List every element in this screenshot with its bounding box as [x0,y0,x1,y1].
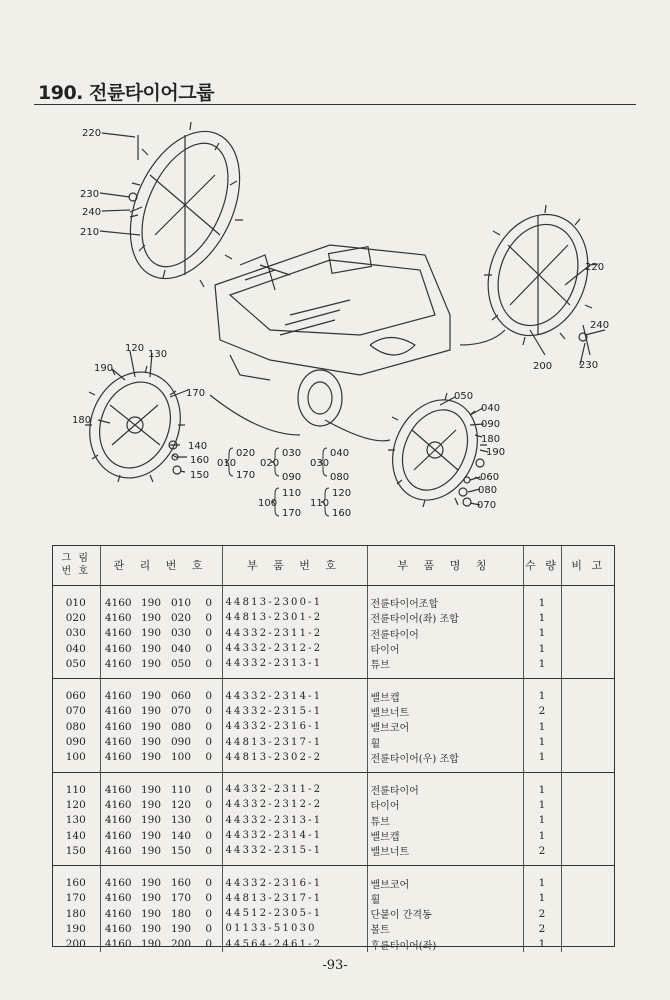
cell-remarks [561,843,615,866]
table-row [52,704,615,719]
cell-mgmt-3: 150 [166,843,196,866]
cell-qty: 2 [523,843,561,866]
table-row [52,656,615,679]
cell-ref-no: 140 [52,828,100,843]
svg-text:020: 020 [236,448,256,459]
callout-label: 040 [481,403,501,414]
cell-part-name: 전륜타이어 [367,626,523,641]
cell-ref-no: 170 [52,891,100,906]
cell-mgmt-1: 4160 [100,843,136,866]
cell-mgmt-4: 0 [196,610,222,625]
cell-mgmt-2: 190 [136,843,166,866]
cell-mgmt-3: 050 [166,656,196,679]
cell-mgmt-3: 130 [170,814,192,827]
header-ref-no: 그 림 번 호 [52,545,100,586]
cell-qty: 2 [523,906,561,921]
bracket-010 [217,448,255,481]
callout-label: 230 [579,360,599,371]
cell-mgmt-4: 0 [196,843,222,866]
cell-part-no: 44332-2315-1 [222,843,367,866]
cell-qty: 1 [523,813,561,828]
cell-ref-no: 110 [52,772,100,797]
table-row [52,797,615,812]
cell-qty: 2 [523,921,561,936]
callout-label: 150 [190,470,210,481]
cell-ref-no: 190 [52,921,100,936]
cell-mgmt-2: 190 [136,656,166,679]
cell-mgmt-2: 190 [140,922,162,935]
cage-wheel-upper-left [109,115,262,296]
cell-ref-no: 130 [52,813,100,828]
cell-mgmt-2: 190 [140,627,162,640]
svg-text:010: 010 [217,458,237,469]
cell-part-no: 44332-2314-1 [222,828,367,843]
svg-text:110: 110 [310,498,330,509]
cell-part-no: 44813-2317-1 [222,891,367,906]
cell-mgmt-4: 0 [196,719,222,734]
cell-mgmt-3: 040 [170,642,192,655]
cell-ref-no: 150 [52,843,100,866]
cell-mgmt-4: 0 [196,734,222,749]
header-qty: 수 량 [523,545,561,586]
cell-mgmt-3: 070 [170,705,192,718]
cell-ref-no: 040 [52,641,100,656]
cell-remarks [561,586,615,611]
cell-part-no: 44332-2312-2 [222,797,367,812]
cell-part-no: 44332-2312-2 [222,641,367,656]
cell-mgmt-3: 030 [170,627,192,640]
cell-mgmt-4: 0 [196,750,222,773]
tractor-body [215,245,450,380]
callout-label: 120 [125,343,145,354]
cell-qty: 1 [523,610,561,625]
cell-part-name: 휠 [367,734,523,749]
svg-text:120: 120 [332,488,352,499]
cell-ref-no: 200 [52,937,100,952]
cell-remarks [561,656,615,679]
cell-mgmt-4: 0 [196,586,222,611]
callout-label: 200 [533,361,553,372]
callout-label: 190 [486,447,506,458]
cell-mgmt-4: 0 [196,772,222,797]
cell-mgmt-2: 190 [140,720,162,733]
svg-text:020: 020 [260,458,280,469]
cell-mgmt-1: 4160 [104,892,132,905]
cell-ref-no: 060 [52,679,100,704]
cell-mgmt-2: 190 [140,938,162,951]
cell-remarks [561,679,615,704]
cell-mgmt-4: 0 [196,813,222,828]
table-header-row [52,545,615,586]
cell-part-no: 44332-2316-1 [222,866,367,891]
cell-part-no: 44332-2311-2 [222,626,367,641]
cell-ref-no: 050 [52,656,100,679]
table-row [52,641,615,656]
cell-mgmt-4: 0 [196,891,222,906]
header-part-name: 부 품 명 칭 [367,545,523,586]
cell-qty: 1 [523,719,561,734]
callout-label: 240 [590,320,610,331]
cell-mgmt-4: 0 [196,921,222,936]
table-row [52,843,615,866]
cell-part-name: 전륜타이어(우) 조합 [367,750,523,773]
cell-ref-no: 010 [52,586,100,611]
cell-qty: 1 [523,828,561,843]
exploded-parts-diagram [30,115,640,535]
cell-ref-no: 160 [52,866,100,891]
cell-mgmt-3: 020 [170,611,192,624]
callout-label: 230 [80,189,100,200]
front-wheel-small [298,370,342,426]
cell-mgmt-2: 190 [140,798,162,811]
cell-mgmt-3: 080 [170,720,192,733]
cage-wheel-upper-right [472,200,605,349]
cell-remarks [561,866,615,891]
cell-part-no: 44564-2461-2 [222,937,367,952]
table-row [52,891,615,906]
callout-label: 070 [477,500,497,511]
cell-mgmt-1: 4160 [104,611,132,624]
cell-qty: 1 [523,586,561,611]
cell-mgmt-3: 170 [170,892,192,905]
table-row [52,866,615,891]
table-row [52,586,615,611]
cell-ref-no: 100 [52,750,100,773]
bracket-020 [260,448,301,483]
cell-part-no: 44332-2311-2 [222,772,367,797]
cell-mgmt-2: 190 [140,611,162,624]
cell-mgmt-3: 120 [170,798,192,811]
cell-remarks [561,734,615,749]
cell-part-no: 44813-2317-1 [222,734,367,749]
cell-mgmt-1: 4160 [104,627,132,640]
cell-part-name: 전륜타이어조합 [367,586,523,611]
cell-qty: 1 [523,679,561,704]
cell-qty: 1 [523,750,561,773]
page-number: -93- [322,958,348,973]
callout-label: 210 [80,227,100,238]
cell-part-no: 44332-2315-1 [222,704,367,719]
cell-part-name: 튜브 [367,656,523,679]
cell-qty: 1 [523,772,561,797]
bracket-110 [310,488,351,519]
svg-text:030: 030 [282,448,302,459]
table-row [52,828,615,843]
cell-ref-no: 070 [52,704,100,719]
callout-label: 160 [190,455,210,466]
cell-part-name: 밸브너트 [367,843,523,866]
cell-remarks [561,797,615,812]
cell-part-no: 44512-2305-1 [222,906,367,921]
cell-ref-no: 090 [52,734,100,749]
callout-label: 190 [94,363,114,374]
svg-text:170: 170 [282,508,302,519]
callout-label: 240 [82,207,102,218]
table-row [52,937,615,952]
cell-mgmt-4: 0 [196,937,222,952]
table-row [52,813,615,828]
svg-text:110: 110 [282,488,302,499]
cell-remarks [561,772,615,797]
callout-label: 180 [72,415,92,426]
parts-table [52,545,615,952]
callout-label: 140 [188,441,208,452]
cell-remarks [561,750,615,773]
cell-qty: 1 [523,866,561,891]
cell-part-name: 타이어 [367,797,523,812]
cell-part-no: 44332-2316-1 [222,719,367,734]
assembly-brackets [217,448,351,519]
cell-part-no: 44813-2302-2 [222,750,367,773]
bracket-030 [310,448,349,483]
cell-mgmt-2: 190 [140,783,162,796]
cell-qty: 1 [523,734,561,749]
cell-part-name: 밸브캡 [367,828,523,843]
cell-mgmt-4: 0 [196,866,222,891]
cell-qty: 1 [523,626,561,641]
cell-mgmt-3: 090 [170,736,192,749]
cell-remarks [561,610,615,625]
cell-mgmt-4: 0 [196,626,222,641]
table-row [52,679,615,704]
header-part-no: 부 품 번 호 [222,545,367,586]
cell-part-name: 후륜타이어(좌) [367,937,523,952]
cell-mgmt-3: 110 [170,783,192,796]
callout-label: 050 [454,391,474,402]
cell-ref-no: 180 [52,906,100,921]
callout-label: 170 [186,388,206,399]
cell-mgmt-1: 4160 [104,736,132,749]
bracket-100 [258,488,301,519]
cell-mgmt-4: 0 [196,641,222,656]
cell-mgmt-1: 4160 [104,938,132,951]
cell-remarks [561,921,615,936]
cell-ref-no: 120 [52,797,100,812]
cell-mgmt-2: 190 [140,814,162,827]
cell-remarks [561,891,615,906]
cell-remarks [561,719,615,734]
svg-text:090: 090 [282,472,302,483]
cell-part-name: 전륜타이어 [367,772,523,797]
cell-part-name: 밸브코어 [367,866,523,891]
cell-mgmt-3: 190 [170,922,192,935]
svg-text:160: 160 [332,508,352,519]
cell-mgmt-2: 190 [140,705,162,718]
cell-mgmt-2: 190 [140,690,162,703]
page-title: 190. 전륜타이어그룹 [38,82,214,104]
cell-qty: 1 [523,641,561,656]
table-row [52,906,615,921]
callout-label: 180 [481,434,501,445]
cell-mgmt-4: 0 [196,828,222,843]
cell-part-name: 휠 [367,891,523,906]
table-row [52,626,615,641]
cell-mgmt-2: 190 [140,829,162,842]
cell-mgmt-4: 0 [196,656,222,679]
cell-part-name: 튜브 [367,813,523,828]
cell-part-name: 밸브코어 [367,719,523,734]
cell-mgmt-1: 4160 [104,705,132,718]
cell-qty: 1 [523,797,561,812]
callout-label: 060 [480,472,500,483]
cell-remarks [561,626,615,641]
cell-mgmt-4: 0 [196,797,222,812]
cell-mgmt-1: 4160 [100,656,136,679]
cell-mgmt-2: 190 [136,750,166,773]
cell-part-name: 밸브너트 [367,704,523,719]
wheel-lower-left [75,359,195,491]
table-row [52,734,615,749]
header-mgmt-no: 관 리 번 호 [100,545,222,586]
callout-label: 090 [481,419,501,430]
svg-text:030: 030 [310,458,330,469]
callout-label: 220 [585,262,605,273]
cell-part-no: 44813-2301-2 [222,610,367,625]
cell-ref-no: 030 [52,626,100,641]
svg-text:040: 040 [330,448,350,459]
svg-text:080: 080 [330,472,350,483]
cell-mgmt-3: 200 [170,938,192,951]
cell-mgmt-3: 160 [170,877,192,890]
cell-mgmt-4: 0 [196,704,222,719]
cell-mgmt-1: 4160 [100,750,136,773]
cell-part-name: 전륜타이어(좌) 조합 [367,610,523,625]
cell-mgmt-2: 190 [140,907,162,920]
cell-mgmt-1: 4160 [104,814,132,827]
cell-mgmt-3: 060 [170,690,192,703]
cell-mgmt-1: 4160 [104,690,132,703]
cell-qty: 1 [523,891,561,906]
cell-mgmt-1: 4160 [104,783,132,796]
cell-part-name: 밸브캡 [367,679,523,704]
callout-label: 220 [82,128,102,139]
cell-remarks [561,704,615,719]
table-row [52,921,615,936]
cell-mgmt-1: 4160 [104,798,132,811]
cell-mgmt-3: 010 [170,596,192,609]
cell-mgmt-1: 4160 [104,596,132,609]
cell-qty: 1 [523,656,561,679]
svg-text:170: 170 [236,470,256,481]
cell-mgmt-2: 190 [140,892,162,905]
table-row [52,610,615,625]
cell-mgmt-1: 4160 [104,720,132,733]
cell-part-no: 44332-2313-1 [222,656,367,679]
cell-part-no: 44813-2300-1 [222,586,367,611]
table-row [52,719,615,734]
cell-part-no: 01133-51030 [222,921,367,936]
cell-remarks [561,937,615,952]
cell-remarks [561,906,615,921]
table-row [52,772,615,797]
cell-mgmt-1: 4160 [104,907,132,920]
cell-remarks [561,641,615,656]
cell-mgmt-2: 190 [140,877,162,890]
cell-ref-no: 080 [52,719,100,734]
cell-mgmt-1: 4160 [104,829,132,842]
cell-part-name: 볼트 [367,921,523,936]
svg-text:100: 100 [258,498,278,509]
cell-ref-no: 020 [52,610,100,625]
cell-mgmt-4: 0 [196,679,222,704]
cell-mgmt-3: 140 [170,829,192,842]
cell-part-name: 단붙이 간격동 [367,906,523,921]
cell-mgmt-3: 100 [166,750,196,773]
cell-mgmt-3: 180 [170,907,192,920]
cell-mgmt-1: 4160 [104,922,132,935]
wheel-lower-right [377,386,493,514]
cell-remarks [561,828,615,843]
callout-label: 130 [148,349,168,360]
cell-part-no: 44332-2314-1 [222,679,367,704]
cell-qty: 2 [523,704,561,719]
table-row [52,750,615,773]
cell-mgmt-2: 190 [140,596,162,609]
header-remarks: 비 고 [561,545,615,586]
cell-mgmt-2: 190 [140,736,162,749]
title-rule [34,104,636,105]
cell-part-no: 44332-2313-1 [222,813,367,828]
cell-remarks [561,813,615,828]
cell-qty: 1 [523,937,561,952]
page-title-block [38,78,214,105]
cell-mgmt-4: 0 [196,906,222,921]
callout-label: 080 [478,485,498,496]
cell-mgmt-1: 4160 [104,877,132,890]
cell-part-name: 타이어 [367,641,523,656]
cell-mgmt-2: 190 [140,642,162,655]
cell-mgmt-1: 4160 [104,642,132,655]
